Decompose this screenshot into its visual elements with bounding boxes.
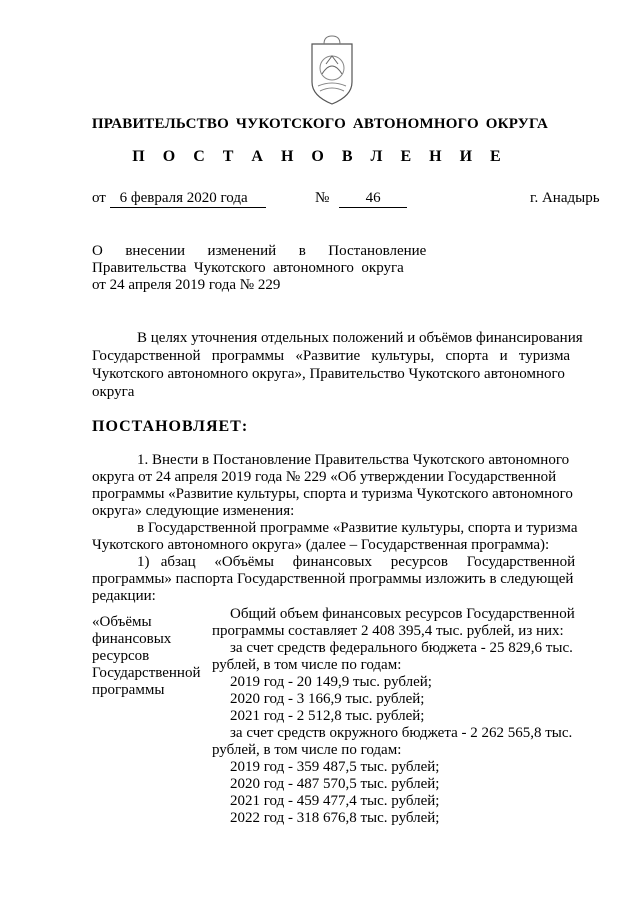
date-line	[92, 189, 266, 208]
table-right-line: 2019 год - 359 487,5 тыс. рублей;	[230, 759, 440, 775]
preamble-line: округа	[92, 384, 135, 400]
body-line: в Государственной программе «Развитие культуры, спорта и туризма	[137, 520, 578, 536]
table-right-line: рублей, в том числе по годам:	[212, 657, 402, 673]
table-right-line: Общий объем финансовых ресурсов Государственной	[230, 606, 575, 622]
document-type: П О С Т А Н О В Л Е Н И Е	[132, 148, 508, 165]
table-right-line: за счет средств окружного бюджета - 2 262 565,8 тыс.	[230, 725, 573, 741]
body-line: округа» следующие изменения:	[92, 503, 295, 519]
body-line: редакции:	[92, 588, 156, 604]
date-prefix: от	[92, 190, 106, 206]
table-right-line: 2019 год - 20 149,9 тыс. рублей;	[230, 674, 432, 690]
city: г. Анадырь	[530, 190, 600, 206]
preamble-line: Чукотского автономного округа», Правительство Чукотского автономного	[92, 366, 565, 382]
table-right-line: 2021 год - 2 512,8 тыс. рублей;	[230, 708, 425, 724]
date-field: 6 февраля 2020 года	[110, 189, 266, 208]
table-left-line: Государственной	[92, 665, 201, 681]
table-left-line: программы	[92, 682, 165, 698]
body-line: Чукотского автономного округа» (далее – Государственная программа):	[92, 537, 550, 553]
number-field: 46	[339, 189, 407, 208]
table-right-line: 2020 год - 3 166,9 тыс. рублей;	[230, 691, 425, 707]
subject-line: от 24 апреля 2019 года № 229	[92, 277, 281, 293]
preamble-line: Государственной программы «Развитие культуры, спорта и туризма	[92, 348, 571, 364]
table-left-line: «Объёмы	[92, 614, 152, 630]
table-right-line: 2022 год - 318 676,8 тыс. рублей;	[230, 810, 440, 826]
preamble-line: В целях уточнения отдельных положений и объёмов финансирования	[137, 330, 583, 346]
subject-line: Правительства Чукотского автономного округа	[92, 260, 404, 276]
number-prefix: №	[315, 190, 330, 206]
table-right-line: за счет средств федерального бюджета - 25 829,6 тыс.	[230, 640, 573, 656]
body-line: 1) абзац «Объёмы финансовых ресурсов Государственной	[137, 554, 576, 570]
body-line: программы «Развитие культуры, спорта и туризма Чукотского автономного	[92, 486, 573, 502]
table-left-line: ресурсов	[92, 648, 150, 664]
table-right-line: программы составляет 2 408 395,4 тыс. рублей, из них:	[212, 623, 564, 639]
decree-word: ПОСТАНОВЛЯЕТ:	[92, 418, 249, 435]
coat-of-arms-icon	[308, 34, 356, 106]
subject-line: О внесении изменений в Постановление	[92, 243, 427, 259]
body-line: 1. Внести в Постановление Правительства Чукотского автономного	[137, 452, 570, 468]
government-title: ПРАВИТЕЛЬСТВО ЧУКОТСКОГО АВТОНОМНОГО ОКРУГА	[91, 116, 549, 132]
body-line: программы» паспорта Государственной программы изложить в следующей	[92, 571, 574, 587]
body-line: округа от 24 апреля 2019 года № 229 «Об утверждении Государственной	[92, 469, 557, 485]
table-right-line: рублей, в том числе по годам:	[212, 742, 402, 758]
number-line	[315, 189, 407, 208]
table-right-line: 2021 год - 459 477,4 тыс. рублей;	[230, 793, 440, 809]
table-right-line: 2020 год - 487 570,5 тыс. рублей;	[230, 776, 440, 792]
table-left-line: финансовых	[92, 631, 172, 647]
